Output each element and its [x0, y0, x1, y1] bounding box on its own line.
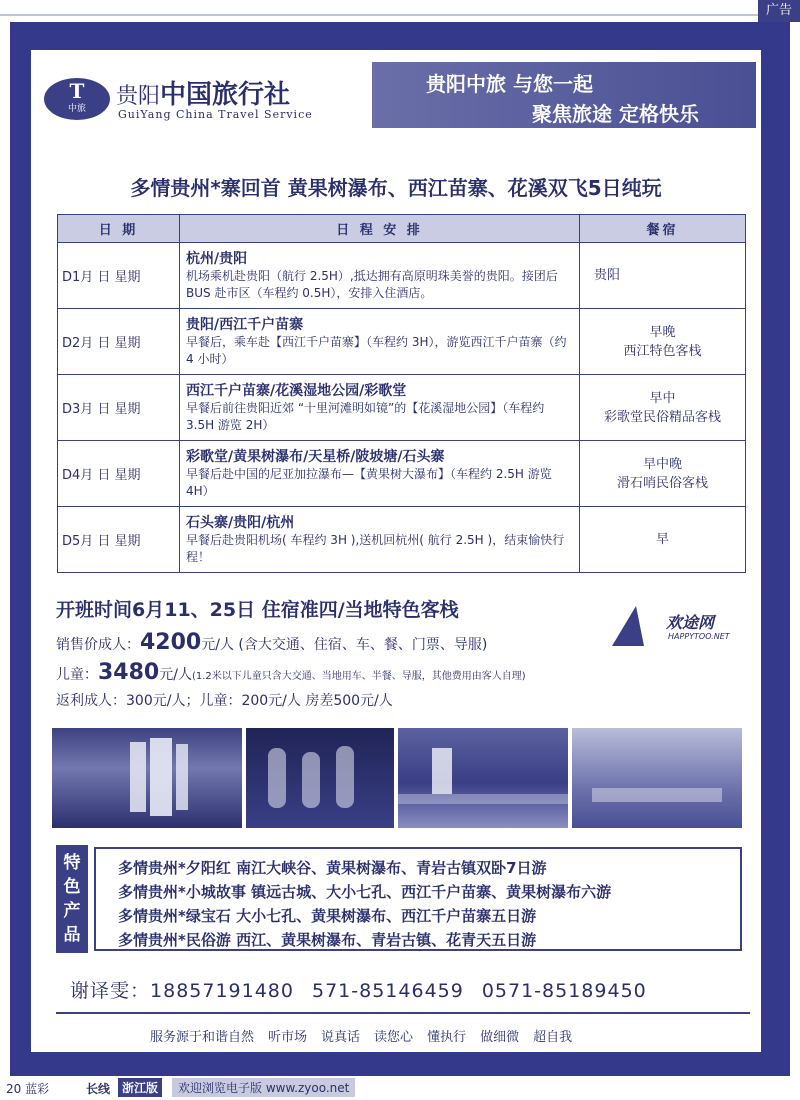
dancer-figure: [268, 748, 286, 808]
itinerary-row: [58, 309, 746, 375]
motto-item: 听市场: [268, 1030, 308, 1045]
day-route: 彩歌堂/黄果树瀑布/天星桥/陂坡塘/石头寨: [186, 448, 445, 465]
motto-item: 做细微: [480, 1030, 520, 1045]
label-char: 特: [63, 853, 81, 873]
itinerary-row: [58, 507, 746, 573]
service-motto: [150, 1026, 586, 1045]
itinerary-row: [58, 243, 746, 309]
logo-city: 贵阳: [116, 84, 161, 109]
dancer-figure: [302, 752, 320, 808]
footer-tagline: 欢迎浏览电子版 www.zyoo.net: [172, 1078, 355, 1097]
route-title: 多情贵州*寨回首 黄果树瀑布、西江苗寨、花溪双飞5日纯玩: [130, 176, 662, 200]
day-schedule: [180, 309, 580, 375]
product-item: 多情贵州*绿宝石 大小七孔、黄果树瀑布、西江千户苗寨五日游: [118, 907, 537, 925]
photo-strip: [52, 728, 742, 828]
day-meals: [580, 441, 746, 507]
meal-line-1: 早中: [649, 390, 676, 406]
meal-line-1: 早晚: [649, 324, 676, 340]
day-route: 西江千户苗寨/花溪湿地公园/彩歌堂: [186, 382, 407, 399]
col-meals: 餐宿: [580, 215, 746, 243]
top-bar: [0, 0, 800, 22]
waterfall-stream: [130, 742, 146, 812]
mountain-village-photo: [572, 728, 742, 828]
slogan-banner: [372, 62, 756, 128]
partner-name: 欢途网: [666, 613, 715, 632]
waterfall-photo: [52, 728, 242, 828]
footer-province: 浙江版: [118, 1078, 162, 1097]
adult-price: 4200: [140, 630, 202, 655]
water-surface: [398, 794, 568, 804]
day-schedule: [180, 375, 580, 441]
meal-line-2: 彩歌堂民俗精品客栈: [603, 409, 721, 425]
col-schedule: 日 程 安 排: [180, 215, 580, 243]
label-char: 色: [63, 877, 81, 897]
day-description: 早餐后赴中国的尼亚加拉瀑布—【黄果树大瀑布】（车程约 2.5H 游览 4H）: [186, 466, 552, 498]
village-rooftops: [592, 788, 722, 802]
contact-name: 谢译雯：: [70, 980, 151, 1002]
logo-title: 中国旅行社: [160, 80, 291, 110]
waterfall-stream: [432, 748, 452, 794]
day-route: 石头寨/贵阳/杭州: [186, 514, 295, 531]
motto-item: 服务源于和谐自然: [150, 1030, 255, 1045]
day-date: D1月 日 星期: [58, 243, 180, 309]
agency-logo: [44, 72, 374, 128]
adult-price-label: 销售价成人：: [56, 637, 140, 653]
sail-icon: [612, 606, 644, 646]
meal-line-1: 贵阳: [594, 268, 621, 283]
slogan-line-1: 贵阳中旅 与您一起: [426, 72, 593, 96]
motto-item: 超自我: [533, 1030, 573, 1045]
contact-phone: 0571-85189450: [481, 980, 647, 1002]
product-item: 多情贵州*小城故事 镇远古城、大小七孔、西江千户苗寨、黄果树瀑布六游: [118, 883, 612, 901]
itinerary-table: [57, 214, 746, 573]
logo-name: [116, 74, 290, 111]
adult-price-unit: 元/人 (含大交通、住宿、车、餐、门票、导服): [201, 637, 488, 653]
logo-mark-sub: 中旅: [67, 104, 86, 114]
day-schedule: [180, 507, 580, 573]
itinerary-row: [58, 375, 746, 441]
day-description: 早餐后赴贵阳机场( 车程约 3H ),送机回杭州( 航行 2.5H )，结束愉快行程！: [186, 532, 565, 564]
footer-brand: 长线: [86, 1082, 111, 1096]
day-date: D4月 日 星期: [58, 441, 180, 507]
dancer-figure: [336, 746, 354, 808]
day-meals: [580, 375, 746, 441]
day-route: 杭州/贵阳: [186, 250, 248, 267]
contact-phone: 18857191480: [150, 980, 294, 1002]
meal-line-1: 早中晚: [642, 456, 682, 472]
waterfall-stream: [150, 738, 172, 816]
motto-item: 懂执行: [427, 1030, 467, 1045]
itinerary-row: [58, 441, 746, 507]
child-price: 3480: [98, 660, 160, 685]
contact-phone: 571-85146459: [312, 980, 464, 1002]
adult-price-line: [56, 630, 487, 655]
page-number: 20 蓝彩: [6, 1082, 50, 1096]
rebate-line: 返利成人：300元/人；儿童：200元/人 房差500元/人: [56, 693, 393, 709]
special-products: [56, 845, 742, 953]
divider: [56, 1012, 750, 1014]
child-price-note: (1.2米以下儿童只含大交通、当地用车、半餐、导服，其他费用由客人自理): [191, 671, 526, 682]
meal-line-1: 早: [655, 532, 669, 547]
logo-mark: T: [69, 79, 85, 103]
day-description: 早餐后，乘车赴【西江千户苗寨】（车程约 3H），游览西江千户苗寨（约 4 小时）: [186, 334, 567, 366]
top-divider: [0, 14, 760, 16]
village-waterfall-photo: [398, 728, 568, 828]
partner-logo: [612, 604, 752, 652]
contact-line: [70, 976, 665, 1003]
departure-schedule: 开班时间6月11、25日 住宿准四/当地特色客栈: [56, 599, 459, 621]
day-meals: [580, 507, 746, 573]
special-products-label: [56, 845, 88, 953]
motto-item: 说真话: [321, 1030, 361, 1045]
child-price-line: [56, 660, 526, 685]
itinerary-header-row: [58, 215, 746, 243]
child-price-label: 儿童：: [56, 667, 98, 683]
day-route: 贵阳/西江千户苗寨: [186, 316, 304, 333]
day-schedule: [180, 441, 580, 507]
day-meals: [580, 309, 746, 375]
ad-tag: 广告: [758, 0, 800, 22]
dancers-photo: [246, 728, 394, 828]
label-char: 产: [63, 901, 81, 921]
day-date: D3月 日 星期: [58, 375, 180, 441]
day-date: D5月 日 星期: [58, 507, 180, 573]
day-description: 机场乘机赴贵阳（航行 2.5H）,抵达拥有高原明珠美誉的贵阳。接团后 BUS 赴市区（车程约 0.5H），安排入住酒店。: [186, 268, 558, 300]
meal-line-2: 西江特色客栈: [623, 343, 702, 359]
day-meals: [580, 243, 746, 309]
motto-item: 读您心: [374, 1030, 414, 1045]
waterfall-stream: [176, 744, 188, 810]
day-description: 早餐后前往贵阳近郊 “十里河滩明如镜”的【花溪湿地公园】（车程约 3.5H 游览 2H）: [186, 400, 545, 432]
slogan-line-2: 聚焦旅途 定格快乐: [532, 102, 699, 126]
product-item: 多情贵州*夕阳红 南江大峡谷、黄果树瀑布、青岩古镇双卧7日游: [118, 859, 547, 877]
day-schedule: [180, 243, 580, 309]
footer-bar: [0, 1076, 800, 1100]
partner-url: HAPPYTOO.NET: [668, 632, 730, 641]
product-item: 多情贵州*民俗游 西江、黄果树瀑布、青岩古镇、花青天五日游: [118, 931, 537, 949]
logo-emblem: [44, 78, 110, 120]
special-products-list: [94, 847, 742, 951]
col-date: 日 期: [58, 215, 180, 243]
meal-line-2: 滑石哨民俗客栈: [616, 475, 708, 491]
logo-english: GuiYang China Travel Service: [118, 108, 313, 121]
child-price-unit: 元/人: [159, 667, 192, 683]
day-date: D2月 日 星期: [58, 309, 180, 375]
label-char: 品: [63, 925, 81, 945]
